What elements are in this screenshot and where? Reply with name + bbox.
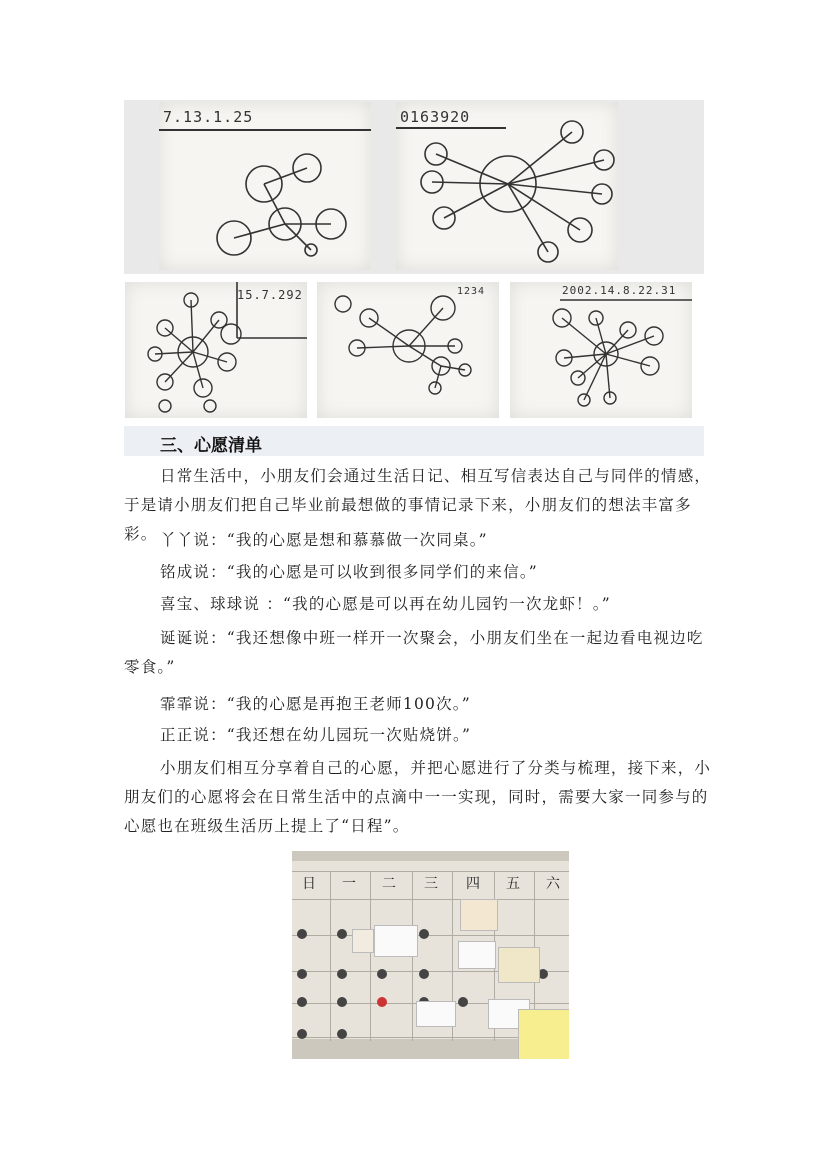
calendar-pin (337, 1029, 347, 1039)
calendar-pin (458, 997, 468, 1007)
calendar-pin (377, 969, 387, 979)
mindmap-photo-3 (125, 282, 307, 418)
calendar-day-mon: 一 (342, 876, 356, 892)
wish-note (498, 947, 540, 983)
photo-stamp: 1234 (457, 286, 486, 297)
photo-row-top (124, 100, 704, 274)
paragraph-wish-zhengzheng: 正正说：“我还想在幼儿园玩一次贴烧饼。” (160, 726, 472, 744)
mindmap-photo-1 (159, 102, 371, 270)
calendar-pin (297, 997, 307, 1007)
photo-stamp: 15.7.292 (237, 288, 303, 302)
photo-stamp: 7.13.1.25 (163, 108, 254, 126)
calendar-pin (297, 929, 307, 939)
wish-note (416, 1001, 456, 1027)
paragraph-wish-feifei: 霏霏说：“我的心愿是再抱王老师100次。” (160, 695, 471, 713)
paragraph-wish-xibao: 喜宝、球球说 ：“我的心愿是可以再在幼儿园钓一次龙虾！。” (160, 595, 611, 613)
calendar-day-tue: 二 (382, 876, 396, 892)
calendar-gridline (292, 871, 569, 872)
calendar-day-wed: 三 (424, 876, 438, 892)
photo-stamp: 2002.14.8.22.31 (562, 284, 677, 297)
calendar-day-fri: 五 (506, 876, 520, 892)
calendar-pin (419, 929, 429, 939)
mindmap-photo-4 (317, 282, 499, 418)
calendar-pin (337, 929, 347, 939)
wish-note (518, 1009, 569, 1059)
calendar-pin (337, 997, 347, 1007)
paragraph-summary: 小朋友们相互分享着自己的心愿，并把心愿进行了分类与梳理，接下来，小朋友们的心愿将会在日常生活中的点滴中一一实现，同时，需要大家一同参与的心愿也在班级生活历上提上了“日程”。 (124, 759, 712, 835)
calendar-pin (297, 1029, 307, 1039)
paragraph-wish-yaya: 丫丫说：“我的心愿是想和慕慕做一次同桌。” (160, 531, 488, 549)
mindmap-photo-2 (396, 102, 618, 270)
wish-note (460, 899, 498, 931)
calendar-pin (377, 997, 387, 1007)
calendar-gridline (330, 871, 331, 1041)
wish-note (458, 941, 496, 969)
calendar-pin (337, 969, 347, 979)
calendar-pin (297, 969, 307, 979)
mindmap-photo-5 (510, 282, 692, 418)
paragraph-wish-mingcheng: 铭成说：“我的心愿是可以收到很多同学们的来信。” (160, 563, 538, 581)
section-title: 三、心愿清单 (160, 436, 262, 456)
class-calendar-photo (292, 851, 569, 1059)
calendar-gridline (292, 935, 569, 936)
calendar-day-sun: 日 (302, 876, 316, 892)
calendar-gridline (370, 871, 371, 1041)
wish-note (374, 925, 418, 957)
calendar-gridline (292, 899, 569, 900)
photo-stamp: 0163920 (400, 108, 471, 126)
paragraph-intro: 日常生活中，小朋友们会通过生活日记、相互写信表达自己与同伴的情感，于是请小朋友们把自己毕业前最想做的事情记录下来，小朋友们的想法丰富多彩。 (124, 467, 712, 543)
wish-note (352, 929, 374, 953)
calendar-day-sat: 六 (546, 876, 560, 892)
photo-row-bottom (124, 280, 704, 420)
paragraph-wish-dandan: 诞诞说：“我还想像中班一样开一次聚会，小朋友们坐在一起边看电视边吃零食。” (124, 629, 704, 676)
calendar-pin (419, 969, 429, 979)
calendar-day-thu: 四 (466, 876, 480, 892)
